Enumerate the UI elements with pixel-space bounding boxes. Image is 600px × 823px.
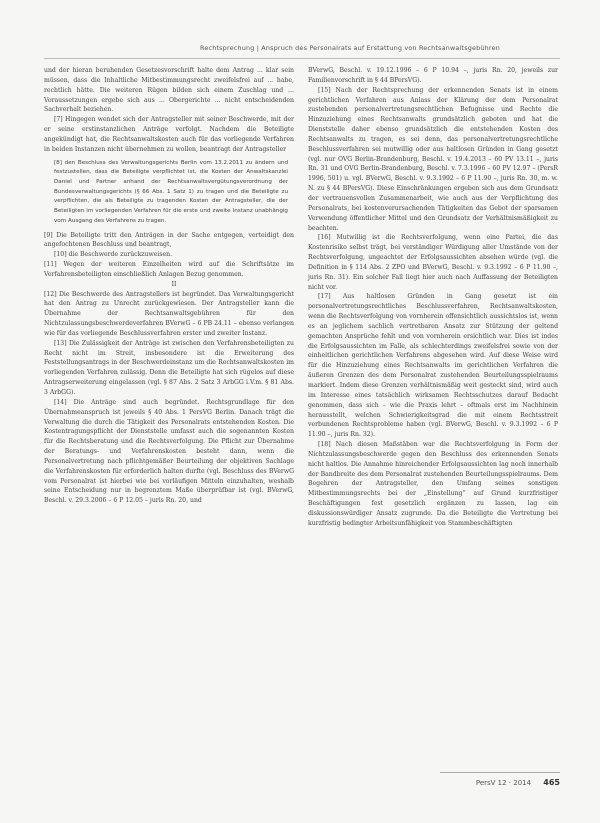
paragraph: [16] Mutwillig ist die Rechtsverfolgung, wenn eine Partei, die das Kostenrisiko selbst trägt, bei verständiger Würdigung aller Umstände von der Rechtsverfolgung, ungeachtet der Erfolgsaussichten absehen würde (vgl. die Definition in § 114 Abs. 2 ZPO und BVerwG, Beschl. v. 9.3.1992 – 6 P 11.90 –, juris Rn. 31). Ein solcher Fall liegt hier auch nach Auffassung der Beteiligten nicht vor. <box>308 234 558 291</box>
journal-citation: PersV 12 · 2014 <box>475 779 532 787</box>
footer-rule <box>440 772 560 773</box>
left-column <box>44 66 294 506</box>
header-rule <box>44 58 560 59</box>
paragraph: [18] Nach diesen Maßstäben war die Rechtsverfolgung in Form der Nichtzulassungsbeschwerde gegen den Beschluss des erkennenden Senats nicht haltlos. Die Annahme hinreichender Erfolgsaussichten lag noch innerhalb der Bandbreite des dem Personalrat zustehenden Beurteilungsspielraums. Dem Begehren der Antragsteller, den Umfang seines sonstigen Mitbestimmungsrechts bei der „Einstellung“ auf Grund kurzfristiger Beschäftigungen fest gesetzlich ergänzen zu lassen, lag ein diskussionswürdiger Ansatz zugrunde. Da die Beteiligte die Vertretung bei kurzfristig bedingter Arbeitsunfähigkeit von Stammbeschäftigten <box>308 441 558 527</box>
paragraph: [7] Hingegen wendet sich der Antragsteller mit seiner Beschwerde, mit der er seine erstinstanzlichen Anträge verfolgt. Nachdem die Beteiligte angekündigt hat, die Rechtsanwaltskosten auch für das vorliegende Verfahren in beiden Instanzen nicht übernehmen zu wollen, beantragt der Antragsteller <box>44 116 294 153</box>
paragraph: [11] Wegen der weiteren Einzelheiten wird auf die Schriftsätze im Verfahrensbeteiligten einschließlich Anlagen Bezug genommen. <box>44 261 294 278</box>
quote-text: [8] den Beschluss des Verwaltungsgerichts Berlin vom 13.2.2011 zu ändern und festzustellen, dass die Beteiligte verpflichtet ist, die Kosten der Anwaltskanzlei Daniel und Partner anhand der Rechtsanwaltsvergütungsverordnung der Bundesverwaltungsgerichts (§ 66 Abs. 1 Satz 1) zu tragen und die Beteiligte zu verpflichten, die als Beteiligte zu tragenden Kosten der Antragsteller, die der Beteiligten im vorliegenden Verfahren für die erste und zweite Instanz unabhängig vom Ausgang des Verfahrens zu tragen. <box>54 159 288 224</box>
paragraph: BVerwG, Beschl. v. 19.12.1996 – 6 P 10.94 –, juris Rn. 20, jeweils zur Familienvorschrift in § 44 BPersVG). <box>308 67 558 84</box>
paragraph: [17] Aus haltlosen Gründen in Gang gesetzt ist ein personalvertretungsrechtliches Beschlussverfahren, Rechtsanwaltskosten, wenn die Rechtsverfolgung von vornherein offensichtlich aussichtslos ist, wenn es an jeglichem sachlich vertretbaren Ansatz zur Stützung der geltend gemachten Ansprüche fehlt und von vornherein ersichtlich war. Dies ist indes die Erfolgsaussichten im Falle, als schlechterdings zweifelsfrei sowie von der einheitlichen gerichtlichen Verfahrens abgesehen wird. Auf diese Weise wird für die Hinzuziehung eines Rechtsanwalts im gerichtlichen Verfahren die äußeren Grenzen des dem Personalrat zustehenden Beurteilungsspielraums markiert. Indem diese Grenzen verhältnismäßig weit gesteckt sind, wird auch im Interesse eines tatsächlich wirksamen Rechtsschutzes darauf Bedacht genommen, dass sich – wie die Praxis lehrt – oftmals erst im Nachhinein herausstellt, welchen Schwierigkeitsgrad die mit einem Rechtsstreit verbundenen Rechtsprobleme haben (vgl. BVerwG, Beschl. v. 9.3.1992 – 6 P 11.90 –, juris Rn. 32). <box>308 293 558 439</box>
right-column <box>308 66 558 529</box>
section-heading: II <box>171 280 177 288</box>
paragraph: [10] die Beschwerde zurückzuweisen. <box>54 251 173 259</box>
paragraph: [12] Die Beschwerde des Antragstellers ist begründet. Das Verwaltungsgericht hat den Antrag zu Unrecht zurückgewiesen. Der Antragsteller kann die Übernahme der Rechtsanwaltsgebühren für den Nichtzulassungsbeschwerdeverfahren BVerwG – 6 PB 24.11 – ebenso verlangen wie für das vorliegende Beschlussverfahren erster und zweiter Instanz. <box>44 290 294 337</box>
block-quote <box>54 159 288 227</box>
page-footer <box>476 778 560 787</box>
paragraph: [14] Die Anträge sind auch begründet. Rechtsgrundlage für den Übernahmeanspruch ist jeweils § 40 Abs. 1 PersVG Berlin. Danach trägt die Verwaltung die durch die Tätigkeit des Personalrats entstehenden Kosten. Die Kostentragungspflicht der Dienststelle umfasst auch die sogenannten Kosten für die Rechtsberatung und die Rechtsverfolgung. Die Pflicht zur Übernahme der Beratungs- und Verfahrenskosten besteht dann, wenn die Personalvertretung nach pflichtgemäßer Beurteilung der objektiven Sachlage die Verfahrenskosten für erforderlich halten durfte (vgl. Beschluss des BVerwG vom Personalrat ist hierbei wie bei vorläufigen Mitteln einzuhalten, weshalb seine Entscheidung nur in begrenztem Maße überprüfbar ist (vgl. BVerwG, Beschl. v. 29.3.2006 – 6 P 12.05 – juris Rn. 20, und <box>44 398 294 505</box>
paragraph: [9] Die Beteiligte tritt den Anträgen in der Sache entgegen, verteidigt den angefochtenen Beschluss und beantragt, <box>44 231 294 249</box>
paragraph: [13] Die Zulässigkeit der Anträge ist zwischen den Verfahrensbeteiligten zu Recht nicht im Streit, insbesondere ist die Erweiterung des Feststellungsantrags in der Beschwerdeinstanz um die Rechtsanwaltskosten im vorliegenden Verfahren zulässig. Denn die Beteiligte hat sich rügelos auf diese Antragserweiterung eingelassen (vgl. § 87 Abs. 2 Satz 3 ArbGG i.V.m. § 81 Abs. 3 ArbGG). <box>44 339 294 397</box>
paragraph: und der hieran beruhenden Gesetzesvorschrift halte dem Antrag ... klar sein müssen, dass die Inhaltliche Mitbestimmungsrecht zweifelsfrei auf ... habe, rechtlich hätte. Die weiteren Rügen bilden sich einem Zuschlag und ... Voraussetzungen ergebe sich aus ... Obergerichte ... nicht entscheidenden Sachverhalt beziehen. <box>44 67 294 114</box>
paragraph: [15] Nach der Rechtsprechung der erkennenden Senats ist in einem gerichtlichen Verfahren aus Anlass der Klärung der dem Personalrat zustehenden personalvertretungsrechtlichen Befugnisse und Rechte die Hinzuziehung eines Rechtsanwalts grundsätzlich geboten und hat die Dienststelle daher ebenso grundsätzlich die entstehenden Kosten des Rechtsanwalts zu tragen, es sei denn, das personalvertretungsrechtliche Beschlussverfahren sei mutwillig oder aus haltlosen Gründen in Gang gesetzt (vgl. nur OVG Berlin-Brandenburg, Beschl. v. 19.4.2013 – 60 PV 13.11 –, juris Rn. 31 und OVG Berlin-Brandenburg, Beschl. v. 7.3.1996 – 60 PV 12.97 – (PersR 1996, 501) u. vgl. BVerwG, Beschl. v. 9.3.1992 – 6 P 11.90 –, juris Rn. 30, m. w. N. zu § 44 BPersVG). Diese Einschränkungen ergeben sich aus dem Grundsatz der vertrauensvollen Zusammenarbeit, wie auch aus der Verpflichtung des Personalrats, bei kostenverursachenden Tätigkeiten das Gebot der sparsamen Verwendung öffentlicher Mittel und den Grundsatz der Verhältnismäßigkeit zu beachten. <box>308 86 558 232</box>
page-number: 465 <box>543 778 560 787</box>
running-head: Rechtsprechung | Anspruch des Personalrats auf Erstattung von Rechtsanwaltsgebühren <box>200 44 500 52</box>
